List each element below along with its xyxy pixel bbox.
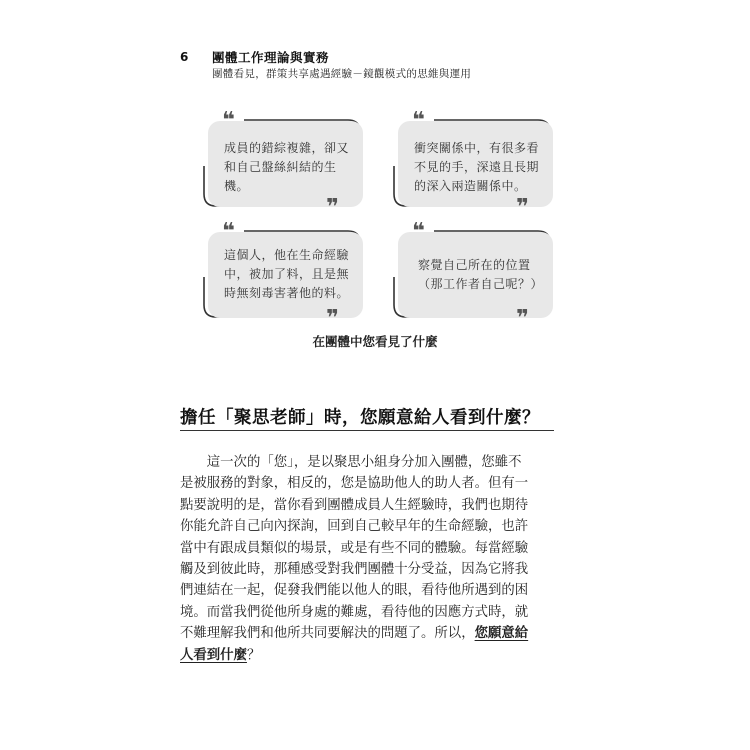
emphasized-text: 人看到什麼: [180, 647, 247, 663]
close-quote-icon: ❞: [326, 306, 339, 331]
quote-line: 中，被加了料，且是無: [224, 267, 350, 281]
quote-line: 不見的手，深遠且長期: [414, 160, 540, 174]
section-heading: 擔任「聚思老師」時，您願意給人看到什麼？: [180, 408, 540, 428]
paragraph-line: 們連結在一起，促發我們能以他人的眼，看待他所遇到的困: [180, 583, 529, 599]
paragraph-line: 是被服務的對象，相反的，您是協助他人的助人者。但有一: [180, 476, 529, 492]
paragraph-line: [180, 645, 555, 666]
close-quote-icon: ❞: [326, 195, 339, 220]
emphasized-text: 您願意給: [474, 626, 529, 642]
quote-line: 察覺自己所在的位置: [418, 258, 531, 272]
open-quote-icon: ❝: [222, 108, 235, 133]
open-quote-icon: ❝: [412, 108, 425, 133]
quote-line: 衝突關係中，有很多看: [414, 141, 540, 155]
page-number: 6: [180, 50, 189, 64]
quote-line: 的深入兩造關係中。: [414, 179, 527, 193]
quote-line: 機。: [224, 179, 250, 193]
quote-line: 這個人，他在生命經驗: [224, 248, 350, 262]
paragraph-line: 你能允許自己向內探詢，回到自己較早年的生命經驗，也許: [180, 519, 529, 535]
heading-divider: [180, 430, 554, 431]
paragraph-line: 當中有跟成員類似的場景，或是有些不同的體驗。每當經驗: [180, 540, 529, 556]
line-text: 不難理解我們和他所共同要解決的問題了。所以，: [180, 626, 475, 642]
paragraph-line: 點要說明的是，當你看到團體成員人生經驗時，我們也期待: [180, 497, 529, 513]
open-quote-icon: ❝: [412, 219, 425, 244]
paragraph-line: 這一次的「您」，是以聚思小組身分加入團體，您雖不: [180, 455, 522, 470]
close-quote-icon: ❞: [516, 195, 529, 220]
line-text: ？: [246, 647, 261, 663]
open-quote-icon: ❝: [222, 219, 235, 244]
paragraph-line: 境。而當我們從他所身處的難處，看待他的因應方式時，就: [180, 604, 529, 620]
figure-caption: 在團體中您看見了什麼: [312, 334, 438, 349]
quote-line: （那工作者自己呢？）: [418, 277, 544, 291]
quote-line: 和自己盤絲糾結的生: [224, 160, 337, 174]
body-paragraph: [180, 452, 555, 666]
quote-line: 時無刻毒害著他的料。: [224, 286, 350, 300]
chapter-title: 團體看見，群策共享處遇經驗－鏡觀模式的思維與運用: [212, 68, 472, 80]
book-title: 團體工作理論與實務: [212, 50, 330, 65]
close-quote-icon: ❞: [516, 306, 529, 331]
quote-line: 成員的錯綜複雜，卻又: [224, 141, 350, 155]
paragraph-line: [180, 623, 555, 644]
paragraph-line: 觸及到彼此時，那種感受對我們團體十分受益，因為它將我: [180, 561, 529, 577]
